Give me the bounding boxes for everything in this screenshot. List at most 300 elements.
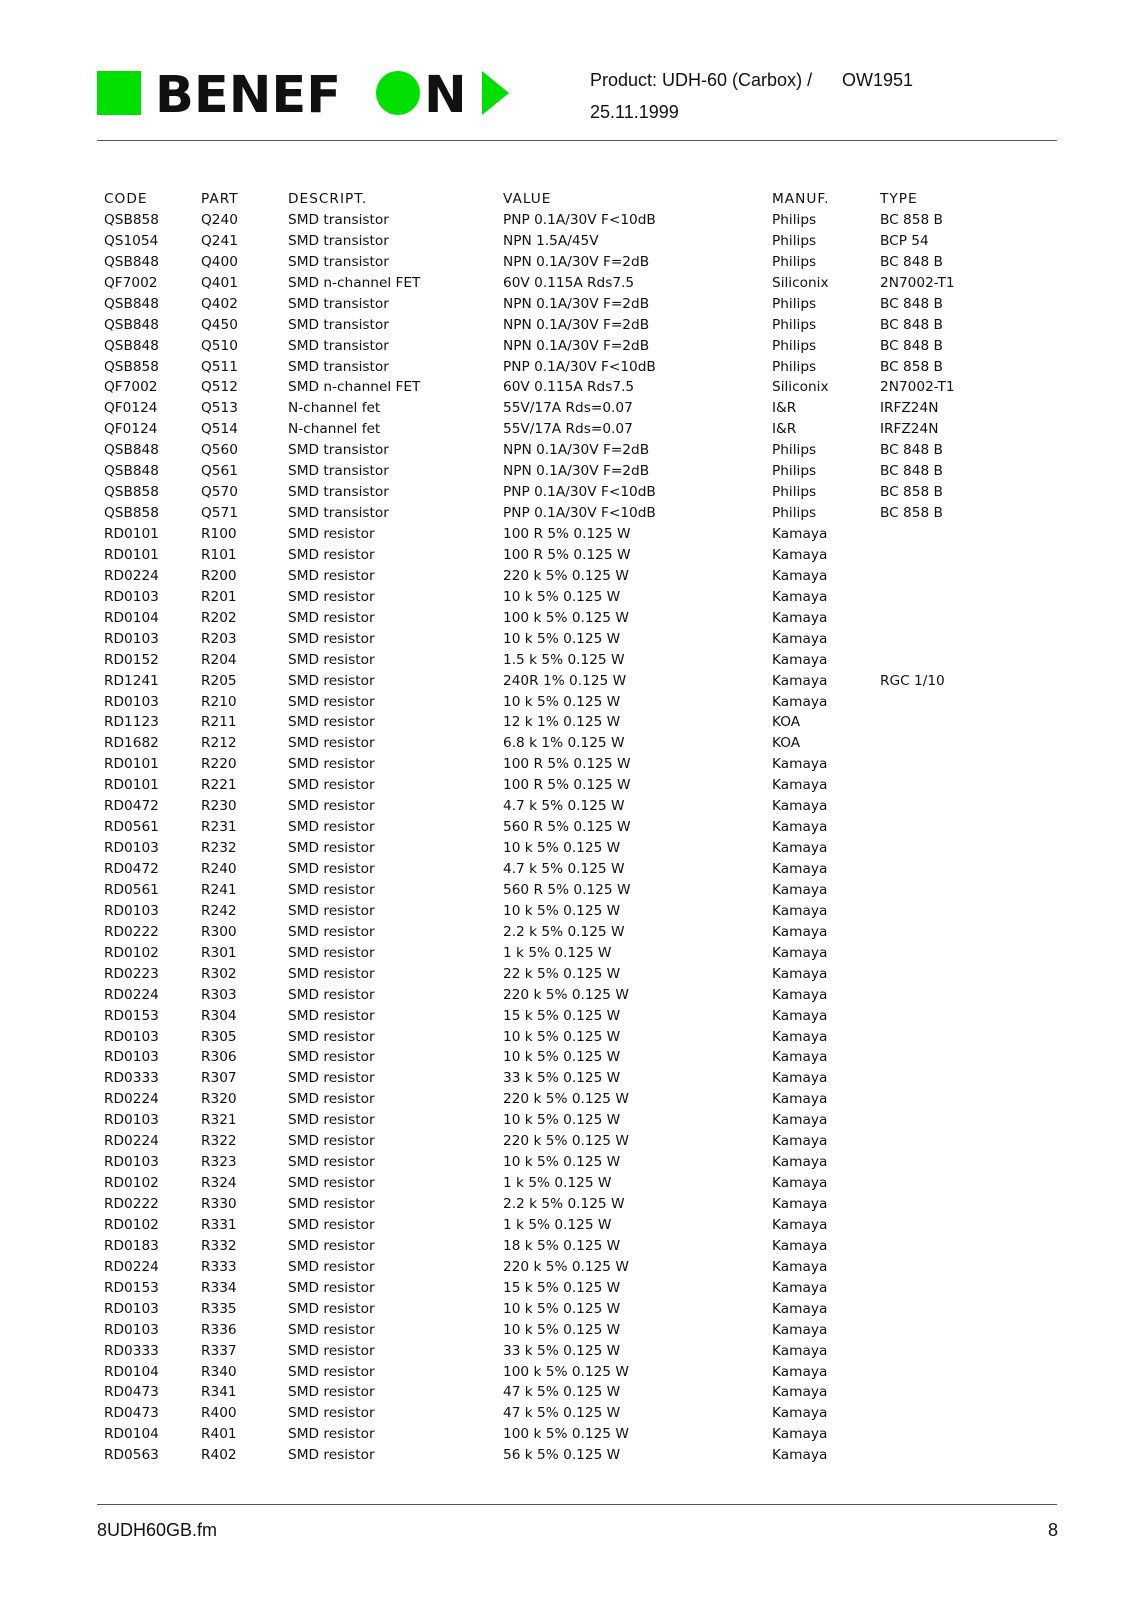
cell-descript: SMD resistor <box>288 1363 375 1380</box>
cell-type <box>880 733 990 754</box>
cell-code: RD0333 <box>104 1070 159 1087</box>
cell-descript: SMD resistor <box>288 965 375 982</box>
cell-manuf: Philips <box>772 463 817 480</box>
cell-code: QSB848 <box>104 337 159 354</box>
cell-code: RD0103 <box>104 1028 159 1045</box>
cell-value: 10 k 5% 0.125 W <box>503 630 621 647</box>
cell-type: IRFZ24N <box>880 421 939 438</box>
table-row <box>104 440 990 461</box>
cell-code: QSB858 <box>104 484 159 501</box>
cell-type <box>880 922 990 943</box>
cell-value: 220 k 5% 0.125 W <box>503 1133 629 1150</box>
cell-type <box>880 1215 990 1236</box>
cell-manuf: Philips <box>772 211 817 228</box>
cell-manuf: Kamaya <box>772 630 828 647</box>
cell-type: IRFZ24N <box>880 400 939 417</box>
cell-code: RD1682 <box>104 735 159 752</box>
cell-manuf: Kamaya <box>772 1342 828 1359</box>
cell-value: 10 k 5% 0.125 W <box>503 1154 621 1171</box>
cell-code: RD0103 <box>104 630 159 647</box>
parts-table-body <box>104 210 990 1466</box>
cell-code: RD0103 <box>104 588 159 605</box>
cell-descript: SMD resistor <box>288 693 375 710</box>
cell-type <box>880 964 990 985</box>
cell-type <box>880 1403 990 1424</box>
cell-part: R320 <box>201 1091 237 1108</box>
cell-value: PNP 0.1A/30V F<10dB <box>503 358 656 375</box>
cell-manuf: Kamaya <box>772 609 828 626</box>
cell-code: RD0183 <box>104 1237 159 1254</box>
cell-type: BC 858 B <box>880 358 943 375</box>
cell-code: RD0224 <box>104 986 159 1003</box>
cell-type: BC 848 B <box>880 337 943 354</box>
cell-descript: SMD resistor <box>288 944 375 961</box>
table-row <box>104 838 990 859</box>
cell-value: 100 k 5% 0.125 W <box>503 1426 629 1443</box>
cell-code: QF0124 <box>104 400 158 417</box>
cell-manuf: Philips <box>772 442 817 459</box>
cell-descript: SMD resistor <box>288 1279 375 1296</box>
cell-code: RD0102 <box>104 1175 159 1192</box>
table-row <box>104 1278 990 1299</box>
cell-type <box>880 817 990 838</box>
column-header-part: PART <box>201 191 239 207</box>
cell-manuf: Kamaya <box>772 798 828 815</box>
table-row <box>104 775 990 796</box>
cell-value: PNP 0.1A/30V F<10dB <box>503 211 656 228</box>
column-header-type: TYPE <box>880 191 918 207</box>
table-row <box>104 315 990 336</box>
cell-value: 100 R 5% 0.125 W <box>503 526 631 542</box>
cell-value: 10 k 5% 0.125 W <box>503 902 621 919</box>
table-row <box>104 566 990 587</box>
cell-part: R231 <box>201 819 237 836</box>
cell-manuf: Kamaya <box>772 1426 828 1443</box>
cell-descript: SMD resistor <box>288 1300 375 1317</box>
cell-manuf: Philips <box>772 253 817 270</box>
table-row <box>104 629 990 650</box>
table-row <box>104 1068 990 1089</box>
table-row <box>104 1403 990 1424</box>
cell-descript: SMD transistor <box>288 211 389 228</box>
column-header-descript: DESCRIPT. <box>288 191 368 207</box>
cell-code: QSB858 <box>104 505 159 522</box>
cell-manuf: Kamaya <box>772 567 828 584</box>
cell-type: 2N7002-T1 <box>880 379 955 396</box>
cell-type <box>880 629 990 650</box>
column-header-manuf: MANUF. <box>772 191 830 207</box>
table-row <box>104 1027 990 1048</box>
footer-divider <box>97 1504 1057 1505</box>
cell-part: R202 <box>201 609 237 626</box>
cell-type <box>880 1047 990 1068</box>
cell-value: 220 k 5% 0.125 W <box>503 567 629 584</box>
cell-type: BC 858 B <box>880 505 943 522</box>
cell-code: RD0473 <box>104 1405 159 1422</box>
cell-value: 55V/17A Rds=0.07 <box>503 421 633 438</box>
cell-manuf: Kamaya <box>772 1196 828 1212</box>
cell-type <box>880 880 990 901</box>
cell-value: 10 k 5% 0.125 W <box>503 1049 621 1066</box>
table-row <box>104 1382 990 1403</box>
table-row <box>104 1445 990 1466</box>
cell-value: 240R 1% 0.125 W <box>503 672 627 689</box>
cell-part: R340 <box>201 1363 237 1380</box>
table-row <box>104 336 990 357</box>
table-row <box>104 733 990 754</box>
cell-part: R331 <box>201 1216 237 1233</box>
cell-part: R221 <box>201 777 237 794</box>
cell-descript: SMD resistor <box>288 1405 375 1422</box>
cell-manuf: Kamaya <box>772 672 828 689</box>
cell-type <box>880 796 990 817</box>
cell-part: R232 <box>201 840 237 857</box>
cell-descript: SMD transistor <box>288 484 389 501</box>
table-row <box>104 273 990 294</box>
cell-descript: SMD resistor <box>288 526 375 542</box>
table-row <box>104 419 990 440</box>
cell-descript: SMD resistor <box>288 798 375 815</box>
cell-code: QF0124 <box>104 421 158 438</box>
cell-value: 60V 0.115A Rds7.5 <box>503 274 635 291</box>
cell-manuf: Kamaya <box>772 777 828 794</box>
cell-part: Q571 <box>201 505 238 522</box>
cell-part: R306 <box>201 1049 237 1066</box>
table-row <box>104 671 990 692</box>
table-row <box>104 608 990 629</box>
table-row <box>104 1341 990 1362</box>
cell-manuf: Kamaya <box>772 819 828 836</box>
table-row <box>104 1131 990 1152</box>
cell-manuf: Kamaya <box>772 881 828 898</box>
cell-code: RD0104 <box>104 1363 159 1380</box>
cell-part: Q402 <box>201 295 238 312</box>
cell-type <box>880 1278 990 1299</box>
cell-code: RD0222 <box>104 1196 159 1212</box>
cell-descript: SMD resistor <box>288 1384 375 1401</box>
cell-part: Q240 <box>201 211 238 228</box>
cell-code: RD0102 <box>104 944 159 961</box>
cell-part: R323 <box>201 1154 237 1171</box>
cell-type <box>880 859 990 880</box>
cell-value: NPN 0.1A/30V F=2dB <box>503 463 650 480</box>
cell-descript: SMD resistor <box>288 1028 375 1045</box>
cell-code: RD0563 <box>104 1447 159 1464</box>
cell-code: RD0102 <box>104 1216 159 1233</box>
cell-manuf: Kamaya <box>772 923 828 940</box>
cell-descript: SMD transistor <box>288 505 389 522</box>
table-row <box>104 1362 990 1383</box>
cell-manuf: Kamaya <box>772 756 828 773</box>
table-row <box>104 817 990 838</box>
cell-manuf: Kamaya <box>772 693 828 710</box>
cell-value: 33 k 5% 0.125 W <box>503 1342 621 1359</box>
cell-manuf: Kamaya <box>772 1028 828 1045</box>
cell-code: RD0224 <box>104 1258 159 1275</box>
cell-type <box>880 587 990 608</box>
cell-part: R341 <box>201 1384 237 1401</box>
cell-descript: SMD resistor <box>288 1112 375 1129</box>
cell-part: R204 <box>201 651 237 668</box>
cell-manuf: Kamaya <box>772 1321 828 1338</box>
table-row <box>104 1424 990 1445</box>
cell-descript: SMD resistor <box>288 630 375 647</box>
cell-type <box>880 1068 990 1089</box>
cell-value: 4.7 k 5% 0.125 W <box>503 861 625 877</box>
cell-descript: SMD resistor <box>288 986 375 1003</box>
cell-code: RD0103 <box>104 1112 159 1129</box>
cell-value: 220 k 5% 0.125 W <box>503 1258 629 1275</box>
cell-code: RD0101 <box>104 777 159 794</box>
cell-part: R322 <box>201 1133 237 1150</box>
cell-descript: SMD transistor <box>288 442 389 459</box>
cell-manuf: Kamaya <box>772 1216 828 1233</box>
cell-code: RD0223 <box>104 965 159 982</box>
cell-part: Q511 <box>201 358 238 375</box>
cell-code: RD0152 <box>104 651 159 668</box>
cell-manuf: Kamaya <box>772 1363 828 1380</box>
cell-type: BC 848 B <box>880 316 943 333</box>
cell-manuf: Philips <box>772 337 817 354</box>
cell-type <box>880 1299 990 1320</box>
cell-code: RD0104 <box>104 609 159 626</box>
table-row <box>104 692 990 713</box>
cell-manuf: Kamaya <box>772 1447 828 1464</box>
cell-type <box>880 566 990 587</box>
table-row <box>104 1110 990 1131</box>
cell-type <box>880 1320 990 1341</box>
cell-descript: SMD resistor <box>288 756 375 773</box>
cell-value: 47 k 5% 0.125 W <box>503 1384 621 1401</box>
header-divider <box>97 140 1057 141</box>
benefon-logo-graphic <box>97 67 517 119</box>
cell-value: 560 R 5% 0.125 W <box>503 881 631 898</box>
cell-descript: SMD resistor <box>288 1196 375 1212</box>
cell-manuf: Kamaya <box>772 651 828 668</box>
cell-type <box>880 901 990 922</box>
cell-part: Q560 <box>201 442 238 459</box>
cell-value: 10 k 5% 0.125 W <box>503 693 621 710</box>
document-date: 25.11.1999 <box>590 102 679 122</box>
cell-descript: SMD resistor <box>288 840 375 857</box>
cell-code: RD0153 <box>104 1007 159 1024</box>
table-row <box>104 357 990 378</box>
cell-value: 100 k 5% 0.125 W <box>503 609 629 626</box>
cell-part: R203 <box>201 630 237 647</box>
cell-descript: SMD transistor <box>288 253 389 270</box>
cell-code: RD0103 <box>104 840 159 857</box>
footer-filename: 8UDH60GB.fm <box>97 1520 218 1540</box>
cell-value: 10 k 5% 0.125 W <box>503 1321 621 1338</box>
cell-type <box>880 1194 990 1215</box>
document-code: OW1951 <box>842 70 914 90</box>
cell-part: Q401 <box>201 274 238 291</box>
cell-descript: SMD resistor <box>288 1007 375 1024</box>
cell-part: R332 <box>201 1237 237 1254</box>
cell-value: 2.2 k 5% 0.125 W <box>503 923 625 940</box>
cell-descript: SMD resistor <box>288 1342 375 1359</box>
cell-code: RD0104 <box>104 1426 159 1443</box>
cell-code: RD0473 <box>104 1384 159 1401</box>
cell-manuf: Kamaya <box>772 1007 828 1024</box>
cell-part: R324 <box>201 1175 237 1192</box>
cell-part: R301 <box>201 944 237 961</box>
cell-code: RD0224 <box>104 567 159 584</box>
cell-value: 56 k 5% 0.125 W <box>503 1447 621 1464</box>
cell-manuf: Philips <box>772 295 817 312</box>
cell-part: R100 <box>201 526 237 542</box>
cell-descript: SMD transistor <box>288 316 389 333</box>
cell-part: R211 <box>201 714 237 731</box>
table-row <box>104 1194 990 1215</box>
table-row <box>104 377 990 398</box>
cell-code: RD0103 <box>104 1049 159 1066</box>
parts-list-table <box>104 189 990 1466</box>
column-header-value: VALUE <box>503 191 552 207</box>
cell-manuf: Kamaya <box>772 1175 828 1192</box>
cell-part: R305 <box>201 1028 237 1045</box>
table-row <box>104 712 990 733</box>
table-row <box>104 587 990 608</box>
cell-type: BC 848 B <box>880 295 943 312</box>
cell-type: RGC 1/10 <box>880 672 945 689</box>
cell-manuf: I&R <box>772 400 797 417</box>
cell-type: 2N7002-T1 <box>880 274 955 291</box>
cell-type <box>880 838 990 859</box>
cell-value: NPN 1.5A/45V <box>503 232 599 249</box>
cell-manuf: Kamaya <box>772 1070 828 1087</box>
cell-descript: SMD transistor <box>288 232 389 249</box>
cell-type <box>880 943 990 964</box>
cell-part: R336 <box>201 1321 237 1338</box>
cell-code: RD0103 <box>104 1300 159 1317</box>
cell-part: Q510 <box>201 337 238 354</box>
cell-part: R334 <box>201 1279 237 1296</box>
table-row <box>104 461 990 482</box>
cell-type <box>880 1152 990 1173</box>
cell-code: QSB848 <box>104 316 159 333</box>
cell-value: 1.5 k 5% 0.125 W <box>503 651 625 668</box>
cell-part: R337 <box>201 1342 237 1359</box>
cell-code: QSB848 <box>104 442 159 459</box>
cell-part: R300 <box>201 923 237 940</box>
product-label: Product: UDH-60 (Carbox) / <box>590 70 813 90</box>
cell-descript: SMD resistor <box>288 672 375 689</box>
cell-value: NPN 0.1A/30V F=2dB <box>503 253 650 270</box>
cell-descript: SMD resistor <box>288 609 375 626</box>
table-row <box>104 1006 990 1027</box>
cell-type <box>880 650 990 671</box>
cell-part: R200 <box>201 567 237 584</box>
cell-value: 33 k 5% 0.125 W <box>503 1070 621 1087</box>
cell-descript: SMD resistor <box>288 1154 375 1171</box>
cell-descript: SMD resistor <box>288 881 375 898</box>
cell-value: 4.7 k 5% 0.125 W <box>503 798 625 815</box>
cell-manuf: Philips <box>772 316 817 333</box>
cell-manuf: Kamaya <box>772 1237 828 1254</box>
column-header-code: CODE <box>104 191 148 207</box>
cell-code: RD0103 <box>104 1321 159 1338</box>
cell-code: RD0103 <box>104 1154 159 1171</box>
cell-value: 10 k 5% 0.125 W <box>503 840 621 857</box>
cell-descript: SMD resistor <box>288 714 375 731</box>
cell-manuf: Kamaya <box>772 588 828 605</box>
cell-type <box>880 1341 990 1362</box>
cell-manuf: Kamaya <box>772 965 828 982</box>
cell-value: NPN 0.1A/30V F=2dB <box>503 442 650 459</box>
cell-descript: SMD resistor <box>288 1216 375 1233</box>
cell-descript: SMD n-channel FET <box>288 274 421 291</box>
cell-part: R101 <box>201 546 237 563</box>
cell-descript: SMD resistor <box>288 1447 375 1464</box>
table-row <box>104 1089 990 1110</box>
cell-descript: SMD transistor <box>288 337 389 354</box>
table-row <box>104 859 990 880</box>
table-row <box>104 1257 990 1278</box>
table-row <box>104 231 990 252</box>
cell-value: 55V/17A Rds=0.07 <box>503 400 633 417</box>
cell-value: 1 k 5% 0.125 W <box>503 1175 612 1192</box>
cell-code: QS1054 <box>104 232 159 249</box>
logo-green-circle <box>376 71 420 115</box>
table-row <box>104 985 990 1006</box>
cell-value: NPN 0.1A/30V F=2dB <box>503 295 650 312</box>
cell-value: 18 k 5% 0.125 W <box>503 1237 621 1254</box>
cell-manuf: Kamaya <box>772 1279 828 1296</box>
table-row <box>104 922 990 943</box>
cell-value: 10 k 5% 0.125 W <box>503 1028 621 1045</box>
logo-text-n: N <box>424 67 467 119</box>
cell-descript: SMD resistor <box>288 1175 375 1192</box>
cell-part: R241 <box>201 881 237 898</box>
cell-descript: SMD resistor <box>288 1133 375 1150</box>
cell-manuf: I&R <box>772 421 797 438</box>
cell-code: QSB848 <box>104 253 159 270</box>
cell-type <box>880 692 990 713</box>
cell-code: QF7002 <box>104 274 158 291</box>
table-row <box>104 210 990 231</box>
cell-value: 10 k 5% 0.125 W <box>503 588 621 605</box>
cell-type: BC 858 B <box>880 211 943 228</box>
cell-part: R335 <box>201 1300 237 1317</box>
cell-descript: SMD resistor <box>288 861 375 877</box>
cell-part: R212 <box>201 735 237 752</box>
cell-descript: SMD resistor <box>288 1321 375 1338</box>
cell-value: 15 k 5% 0.125 W <box>503 1279 621 1296</box>
cell-manuf: Kamaya <box>772 546 828 563</box>
table-row <box>104 880 990 901</box>
cell-value: 60V 0.115A Rds7.5 <box>503 379 635 396</box>
cell-code: RD0561 <box>104 881 159 898</box>
table-row <box>104 545 990 566</box>
table-row <box>104 964 990 985</box>
table-row <box>104 796 990 817</box>
cell-code: RD0103 <box>104 693 159 710</box>
table-row <box>104 1152 990 1173</box>
cell-value: 100 R 5% 0.125 W <box>503 546 631 563</box>
cell-code: RD0561 <box>104 819 159 836</box>
cell-descript: SMD resistor <box>288 588 375 605</box>
cell-part: Q512 <box>201 379 238 396</box>
table-row <box>104 1236 990 1257</box>
cell-manuf: Kamaya <box>772 1154 828 1171</box>
cell-type <box>880 985 990 1006</box>
cell-code: RD0333 <box>104 1342 159 1359</box>
cell-manuf: Kamaya <box>772 902 828 919</box>
cell-type <box>880 1131 990 1152</box>
table-row <box>104 1299 990 1320</box>
cell-descript: SMD transistor <box>288 295 389 312</box>
